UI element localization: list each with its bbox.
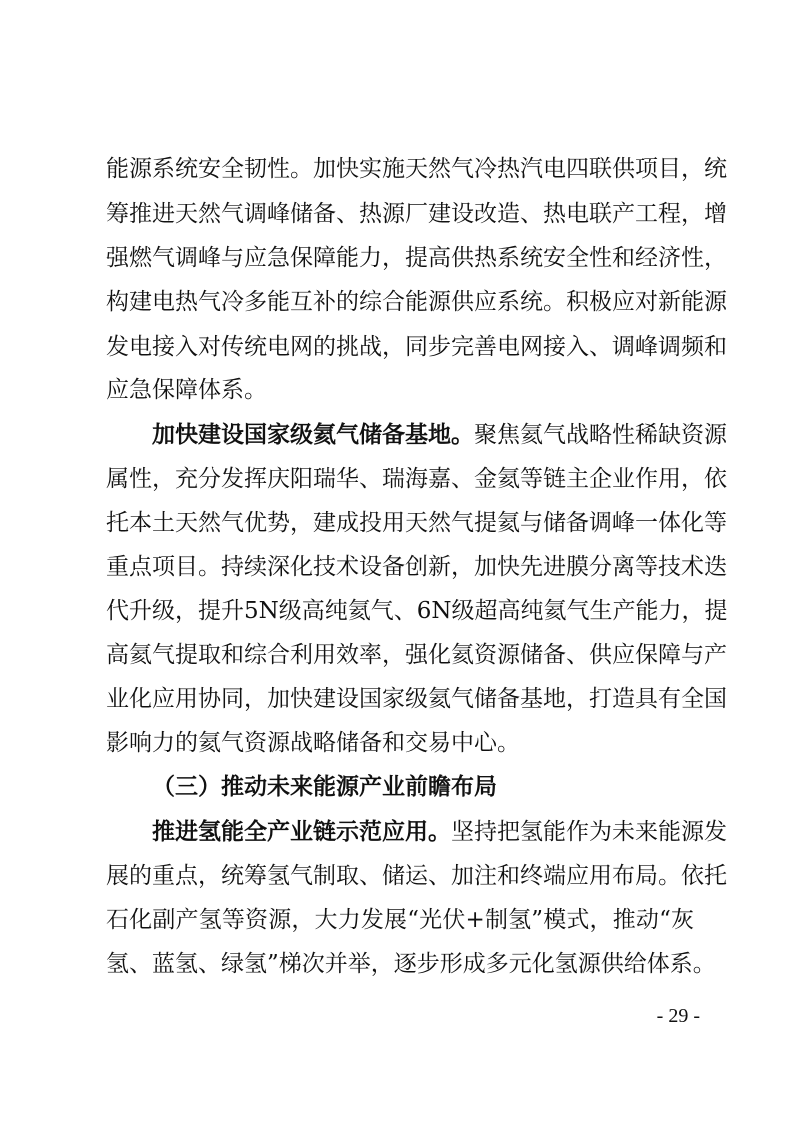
paragraph-3-first-line-rest: 坚持把氢能作为未来能源发 — [451, 819, 727, 845]
paragraph-2-line-1 — [152, 420, 727, 450]
paragraph-3-line-3: 石化副产氢等资源，大力发展“光伏+制氢”模式，推动“灰 — [106, 907, 694, 933]
paragraph-2-line-8: 影响力的氦气资源战略储备和交易中心。 — [106, 730, 520, 756]
paragraph-1-line-3: 强燃气调峰与应急保障能力，提高供热系统安全性和经济性， — [106, 245, 727, 271]
paragraph-3-line-1 — [152, 817, 727, 847]
paragraph-1-line-5: 发电接入对传统电网的挑战，同步完善电网接入、调峰调频和 — [106, 334, 727, 360]
paragraph-2-line-6: 高氦气提取和综合利用效率，强化氦资源储备、供应保障与产 — [106, 642, 727, 668]
paragraph-3-line-2: 展的重点，统筹氢气制取、储运、加注和终端应用布局。依托 — [106, 863, 727, 889]
paragraph-2-first-line-rest: 聚焦氦气战略性稀缺资源 — [474, 422, 727, 448]
paragraph-2-line-3: 托本土天然气优势，建成投用天然气提氦与储备调峰一体化等 — [106, 510, 727, 536]
section-heading — [106, 772, 694, 802]
paragraph-2-line-2: 属性，充分发挥庆阳瑞华、瑞海嘉、金氦等链主企业作用，依 — [106, 466, 727, 492]
paragraph-1-line-6: 应急保障体系。 — [106, 377, 267, 403]
paragraph-1-line-4: 构建电热气冷多能互补的综合能源供应系统。积极应对新能源 — [106, 289, 727, 315]
paragraph-1-line-1: 能源系统安全韧性。加快实施天然气冷热汽电四联供项目，统 — [106, 156, 727, 182]
paragraph-3-lead: 推进氢能全产业链示范应用。 — [152, 818, 451, 845]
section-heading-text: （三）推动未来能源产业前瞻布局 — [152, 773, 497, 800]
paragraph-3-line-4: 氢、蓝氢、绿氢”梯次并举，逐步形成多元化氢源供给体系。 — [106, 951, 716, 977]
paragraph-2-line-7: 业化应用协同，加快建设国家级氦气储备基地，打造具有全国 — [106, 686, 727, 712]
page-number: - 29 - — [656, 1005, 700, 1027]
paragraph-2-line-5: 代升级，提升5N级高纯氦气、6N级超高纯氦气生产能力，提 — [106, 598, 728, 624]
paragraph-2-line-4: 重点项目。持续深化技术设备创新，加快先进膜分离等技术迭 — [106, 554, 727, 580]
paragraph-1-line-2: 筹推进天然气调峰储备、热源厂建设改造、热电联产工程，增 — [106, 201, 727, 227]
paragraph-2-lead: 加快建设国家级氦气储备基地。 — [152, 421, 474, 448]
